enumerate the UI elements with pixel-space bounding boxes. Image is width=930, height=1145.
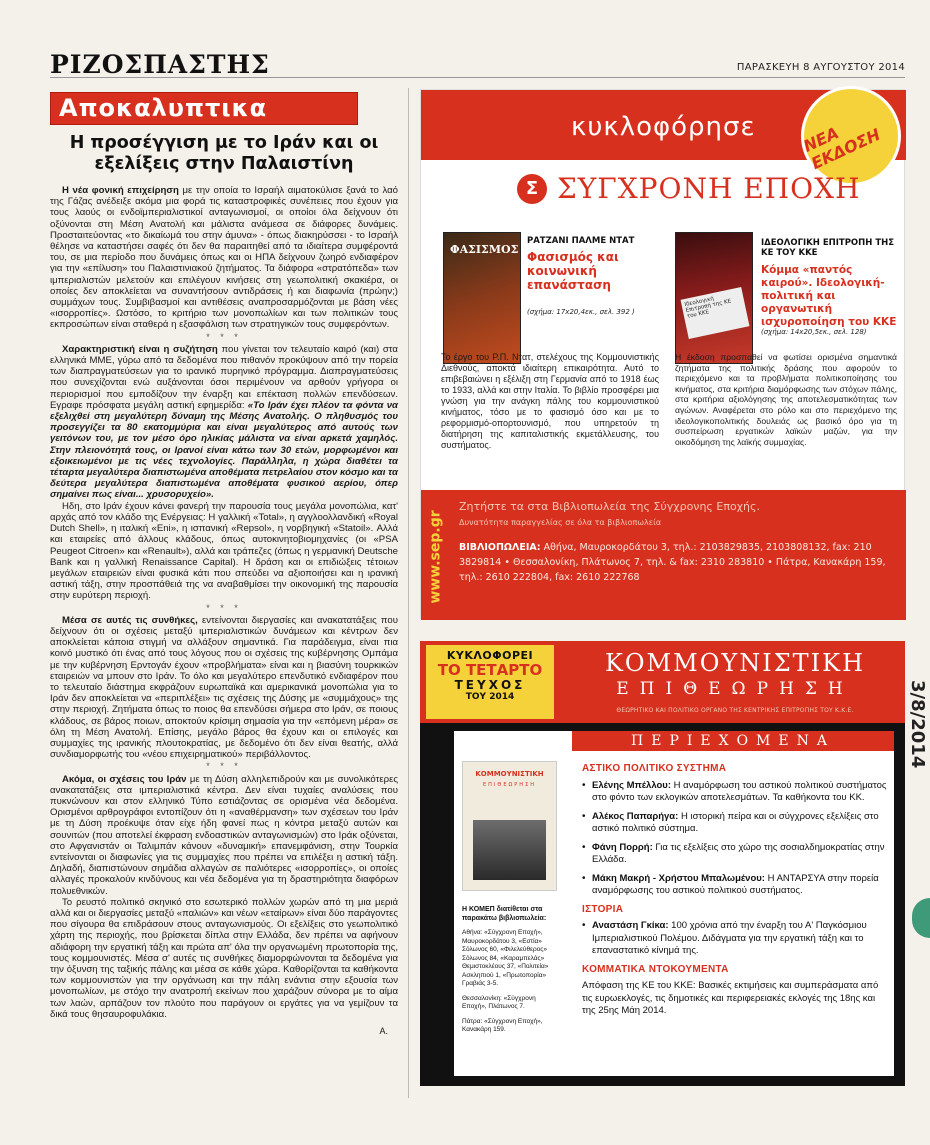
footer-note: Δυνατότητα παραγγελίας σε όλα τα βιβλιοπωλεία [459,518,662,527]
announce-line: ΚΥΚΛΟΦΟΡΕΙ [446,649,534,662]
distribution-heading: Η ΚΟΜΕΠ διατίθεται στα παρακάτω βιβλιοπωλεία: [462,906,547,922]
ad-header-text: κυκλοφόρησε [571,112,756,142]
masthead [50,50,905,78]
contents-heading: ΠΕΡΙΕΧΟΜΕΝΑ [572,731,894,751]
new-edition-badge [801,86,901,186]
book1-description: Το έργο του Ρ.Π. Ντατ, στελέχους της Κομμουνιστικής Διεθνούς, αποκτά ιδιαίτερη επικαιρότητα. Αυτό το επιβεβαιώνει η εξέλιξη στη Γερμανία από το 1918 έως το 1933, αλλά και στην Ιταλία. Το βιβλίο προσφέρει μια γνώση για την ανάγκη πάλης του κομμουνιστικού κινήματος, τόσο με το φασισμό όσο και με το ρεφορμισμό-οπορτουνισμό, που υπηρετούν τη διατήρηση της καπιταλιστικής εκμετάλλευσης, του συστήματος. [441,352,659,450]
magazine-title: ΚΟΜΜΟΥΝΙΣΤΙΚΗ [604,649,866,677]
article-paragraph [50,615,398,761]
contents-item [582,980,887,1018]
shops-label: ΒΙΒΛΙΟΠΩΛΕΙΑ: [459,542,541,553]
section-separator: * * * [206,331,242,342]
contents-author: Μάκη Μακρή - Χρήστου Μπαλωμένου: [592,872,765,884]
paragraph-text: εντείνονται διεργασίες και ανακατατάξεις που δείχνουν ότι οι σχέσεις μεταξύ ιμπεριαλιστικών δυνάμεων και κέντρων δεν αποκλείεται κάποια στιγμή να αλλάξουν σημαντικά. Για παράδειγμα, είναι πια κοινό μυστικό ότι ένας από τους λόγους που οι σχέσεις της κυβέρνησης Ομπάμα με την κυβέρνηση Ερντογάν έχουν «προβλήματα» είναι και η βιασύνη τουρκικών εταιρειών να μπουν στο Ιράν. Το όλο και μεγαλύτερο επενδυτικό ενδιαφέρον που το τελευταίο διάστημα εκφράζουν ευρωπαϊκά και αμερικανικά μονοπώλια για το Ιράν δεν αποκλείεται να «περιπλέξει» τις σχέσεις της Δύσης με «συμμάχους» της στην περιοχή. Ζητήματα όπως το ποιος θα επενδύσει σήμερα στο Ιράν, σε ποιους κλάδους, σε βάρος ποιων, αποκτούν κρίσιμη σημασία για την «επόμενη μέρα» σε όλη τη Μέση Ανατολή. Επίσης, μεγάλο βάρος θα έχουν και οι επιλογές και συμμαχίες της ιρανικής πλουτοκρατίας, με δεδομένο ότι δεν είναι θεατής, αλλά συνδιαμορφωτής του «νέου επιχειρηματικού» περιβάλλοντος. [50,614,398,761]
margin-date-stamp [907,680,928,790]
magazine-header [420,641,905,723]
bullet-icon: • [582,810,586,822]
lead-phrase: Η νέα φονική επιχείρηση [62,185,179,196]
paragraph-text: Ηδη, στο Ιράν έχουν κάνει φανερή την παρουσία τους μεγάλα μονοπώλια, κατ' αρχάς από τον κλάδο της Ενέργειας: Η γαλλική «Total», η αγγλοολλανδική «Royal Dutch Shell», η ιταλική «Eni», η ισπανική «Repsol», η νορβηγική «Statoil». Αλλά και εταιρείες από άλλους κλάδους, όπως αυτοκινητοβιομηχανίες (οι «PSA Peugeot Citroen» και «Renault»), αλλά και τράπεζες (όπως η γερμανική Deutsche Bank και η γαλλική Renaissance Capital). Η δράση και οι επιδιώξεις τέτοιων μεγάλων εταιρειών είναι φυσικά κάτι που σπεύδει να αξιοποιήσει και η ιρανική αστική τάξη, στην προσπάθειά της να αναβαθμίσει την οικονομική της παρουσία στην ευρύτερη περιοχή. [50,500,398,602]
book-cover-party [675,232,753,364]
contents-text: Για τις εξελίξεις στο χώρο της σοσιαλδημοκρατίας στην Ελλάδα. [592,841,885,865]
contents-item [582,780,887,805]
contents-text: Η αναμόρφωση του αστικού πολιτικού συστήματος στο φόντο των εκλογικών αποτελεσμάτων. Τα καθήκοντα του ΚΚ. [592,779,887,803]
book2-spec: (σχήμα: 14x20,5εκ., σελ. 128) [761,328,867,336]
column-divider [408,88,409,1098]
section-tag: Αποκαλυπτικα [50,92,358,125]
article-paragraph [50,344,398,501]
paragraph-text: με τη Δύση αλληλεπιδρούν και με συνολικότερες ανακατατάξεις στα ιμπεριαλιστικά κέντρα. Δεν είναι τυχαίες αναλύσεις που πυκνώνουν και στον ελληνικό Τύπο εστιάζοντας σε ορισμένα νέα δεδομένα. Ορισμένοι αρθρογράφοι εντοπίζουν ότι η «αναθέρμανση» των σχέσεων του Ιράν με τη Δύση προέκυψε όταν είχε ήδη φανεί πως η κόντρα μεταξύ αυτών και σουνιτών (που αποτελεί έκφραση ενδοαστικών ανταγωνισμών) στο Ιράκ οξύνεται, στο Αφγανιστάν οι Ταλιμπάν κάνουν «δυναμική» επανεμφάνιση, στην Τουρκία εντείνονται οι διαφωνίες για τις συμμαχίες που πρέπει να επιλέξει η αστική τάξη. Δηλαδή, διαπιστώνουν σημάδια αλλαγών σε παλιότερες «ισορροπίες», οι οποίες αλλαγές προκαλούν κινδύνους και νέα δεδομένα για τη δραστηριότητα διαφόρων πολυεθνικών. [50,773,398,897]
lead-phrase: Ακόμα, οι σχέσεις του Ιράν [62,773,187,785]
announce-line: ΤΕΥΧΟΣ [454,678,526,692]
publisher-logo-icon: Σ [517,174,547,204]
cover-title: ΚΟΜΜΟΥΝΙΣΤΙΚΗ [475,770,544,778]
section-separator: * * * [206,602,242,613]
distribution-thessaloniki: Θεσσαλονίκη: «Σύγχρονη Εποχή», Πλάτωνος 7. [462,994,536,1010]
publisher-brand [517,172,860,205]
contents-author: Αλέκος Παπαρήγα: [592,810,679,822]
contents-section-heading: ΙΣΤΟΡΙΑ [582,903,624,915]
contents-item [582,920,887,958]
cover-text: Ιδεολογική Επιτροπή της ΚΕ του ΚΚΕ [681,287,750,339]
bookstore-addresses [459,540,899,585]
article-paragraph [50,185,398,331]
page-edge-tab [912,898,930,938]
publisher-name: ΣΥΓΧΡΟΝΗ ΕΠΟΧΗ [557,172,861,205]
distribution-athens: Αθήνα: «Σύγχρονη Εποχή», Μαυροκορδάτου 3, «Εστία» Σόλωνος 60, «Φιλελεύθερος» Σόλωνος 84, «Καραμπελάς» Θεμιστοκλέους 37, «Πολιτεία» Ασκληπιού 1, «Πρωτοπορία» Γραβιάς 3-5. [462,929,549,987]
contents-text: Η ΑΝΤΑΡΣΥΑ στην πορεία αναμόρφωσης του αστικού πολιτικού συστήματος. [592,872,879,896]
magazine-content-panel [454,731,894,1076]
lead-phrase: Μέσα σε αυτές τις συνθήκες, [62,614,198,626]
cover-title: ΦΑΣΙΣΜΟΣ [450,243,519,256]
bullet-icon: • [582,841,586,853]
lead-phrase: Χαρακτηριστική είναι η συζήτηση [62,343,218,355]
badge-text: ΝΕΑ ΕΚΔΟΣΗ [800,123,884,174]
newspaper-logo: ΡΙΖΟΣΠΑΣΤΗΣ [50,50,270,79]
announce-line: ΤΟΥ 2014 [465,692,515,702]
contents-author: Αναστάση Γκίκα: [592,920,669,931]
contents-author: Φάνη Πορρή: [592,841,653,853]
magazine-advertisement [420,641,905,1086]
footer-headline: Ζητήστε τα στα Βιβλιοπωλεία της Σύγχρονης Εποχής. [459,500,760,513]
quote-text: «Το Ιράν έχει πλέον τα φόντα να εξελιχθεί στη μεγαλύτερη δύναμη της Μέσης Ανατολής. Ο πληθυσμός του προσεγγίζει τα 80 εκατομμύρια και είναι μεγαλύτερος από αυτούς των γειτόνων του, με τον μέσο όρο ηλικίας μάλιστα να είναι αρκετά χαμηλός. Στην πλειονότητά τους, οι Ιρανοί είναι κάτω των 30 ετών, μορφωμένοι και εξοικειωμένοι με τις νέες τεχνολογίες. Παράλληλα, η χώρα διαθέτει τα τέταρτα μεγαλύτερα διαπιστωμένα αποθέματα πετρελαίου στον κόσμο και τα δεύτερα μεγαλύτερα διαπιστωμένα αποθέματα φυσικού αερίου, όπερ σημαίνει πως είναι... χρυσορυχείο». [50,399,399,501]
book2-author: ΙΔΕΟΛΟΓΙΚΗ ΕΠΙΤΡΟΠΗ ΤΗΣ ΚΕ ΤΟΥ ΚΚΕ [761,238,895,258]
book1-spec: (σχήμα: 17x20,4εκ., σελ. 392 ) [527,308,635,316]
book2-title: Κόμμα «παντός καιρού». Ιδεολογική-πολιτική και οργανωτική ισχυροποίηση του ΚΚΕ [761,264,897,328]
magazine-cover [462,761,557,891]
contents-text: 100 χρόνια από την έναρξη του Α' Παγκόσμιου Ιμπεριαλιστικού Πολέμου. Διδάγματα για την εργατική τάξη και το επαναστατικό κίνημά της. [592,920,867,956]
shops-text: Αθήνα, Μαυροκορδάτου 3, τηλ.: 2103829835, 2103808132, fax: 210 3829814 • Θεσσαλονίκη, Πλάτωνος 7, τηλ. & fax: 2310 283810 • Πάτρα, Κανακάρη 159, τηλ.: 2610 222804, fax: 2610 222768 [459,542,886,583]
issue-date: ΠΑΡΑΣΚΕΥΗ 8 ΑΥΓΟΥΣΤΟΥ 2014 [736,62,905,73]
magazine-subtitle: ΕΠΙΘΕΩΡΗΣΗ [616,679,854,699]
book-cover-fascism [443,232,521,364]
contents-item [582,873,887,898]
website-url[interactable] [424,498,448,616]
cover-photo [473,820,546,880]
magazine-tagline: ΘΕΩΡΗΤΙΚΟ ΚΑΙ ΠΟΛΙΤΙΚΟ ΟΡΓΑΝΟ ΤΗΣ ΚΕΝΤΡΙΚΗΣ ΕΠΙΤΡΟΠΗΣ ΤΟΥ Κ.Κ.Ε. [616,707,854,714]
contents-text: Η ιστορική πείρα και οι σύγχρονες εξελίξεις στο αστικό πολιτικό σύστημα. [592,810,879,834]
article-column [50,92,398,1037]
paragraph-text: με την οποία το Ισραήλ αιματοκύλισε ξανά το λαό της Γάζας ανέδειξε ακόμα μια φορά τις καταστροφικές συνέπειες που έχουν για τους λαούς οι ενδοϊμπεριαλιστικοί ανταγωνισμοί, οι οποίοι όλα δείχνουν ότι οξύνονται στη Μέση Ανατολή και μάλιστα ανάμεσα σε διάφορες δυνάμεις. Προσταιτεύοντας «το δικαίωμά του στην άμυνα» - όπως διακηρύσσει - το Ισραήλ θέλησε να καταστήσει σαφές ότι δεν θα παραιτηθεί από τα ιδιαίτερα συμφέροντά του, σε μια περίοδο που δυνάμεις όπως και οι ΗΠΑ δείχνουν ζωηρό ενδιαφέρον για την «επίλυση» του Παλαιστινιακού ζητήματος. Τα διάφορα «στρατόπεδα» των ιμπεριαλιστών μελετούν και επιλέγουν κινήσεις στη γεωπολιτική σκακιέρα, οι οποίες δεν αποκλείεται να συναντήσουν αντιδράσεις ή και διαφωνία (πρώην;) συμμάχων τους. Συμβιβασμοί και αντιθέσεις αναπροσαρμόζονται με βάση νέες «ισορροπίες». Ωστόσο, το κριτήριο των μονοπωλίων και των πολιτικών τους εκπροσώπων είναι σταθερά η εξασφάλιση των στρατηγικών τους συμφερόντων. [50,185,399,331]
cover-subtitle: ΕΠΙΘΕΩΡΗΣΗ [482,782,536,788]
contents-item [582,842,887,867]
bullet-icon: • [582,872,586,884]
contents-item [582,811,887,836]
margin-text: 3/8/2014 [907,680,928,769]
section-separator: * * * [206,761,242,772]
url-text[interactable]: www.sep.gr [428,510,445,604]
contents-section-heading: ΑΣΤΙΚΟ ΠΟΛΙΤΙΚΟ ΣΥΣΤΗΜΑ [582,763,727,774]
paragraph-text: Το ρευστό πολιτικό σκηνικό στο εσωτερικό πολλών χωρών από τη μια μεριά αλλά και οι διεργασίες μεταξύ «παλιών» και νέων «εταίρων» είναι δύο παράγοντες που σίγουρα θα επιδράσουν στους ανταγωνισμούς. Οι εξελίξεις στο γεωπολιτικό χάρτη της περιοχής, που βρίσκεται δίπλα στην Ελλάδα, δεν πρέπει να αφήνουν αδιάφορη την εργατική τάξη και πρώτα απ' όλα την οργανωμένη πρωτοπορία της, τους κομμουνιστές. Μέσα σ' αυτές τις συνθήκες διαμορφώνονται τα δεδομένα για την όξυνση της ταξικής πάλης και μέσα σε κάθε χώρα. Καθορίζονται τα καθήκοντα των κομμουνιστών για την οργάνωση και την πάλη ενάντια στην εξουσία των μονοπωλίων, με στόχο την ανατροπή εκείνων που χαράζουν σύνορα με το αίμα των λαών, αρπάζουν τον πλούτο που παράγουν οι εργάτες για να γεμίζουν τα δικά τους θησαυροφυλάκια. [50,896,398,1020]
contents-section-heading: ΚΟΜΜΑΤΙΚΑ ΝΤΟΚΟΥΜΕΝΤΑ [582,963,729,975]
article-paragraph [50,897,398,1020]
bookstores-footer [421,490,906,620]
contents-text: Απόφαση της ΚΕ του ΚΚΕ: Βασικές εκτιμήσεις και συμπεράσματα από τις ευρωεκλογές, τις δημοτικές και περιφερειακές εκλογές της 18ης και της 25ης Μάη 2014. [582,980,879,1016]
contents-author: Ελένης Μπέλλου: [592,779,671,791]
article-headline: Η προσέγγιση με το Ιράν και οι εξελίξεις στην Παλαιστίνη [69,133,379,174]
book2-description: Η έκδοση προσπαθεί να φωτίσει ορισμένα σημαντικά ζητήματα της πολιτικής δράσης που αφορούν το περιεχόμενο και τα προβλήματα πολιτικοποίησης του κινήματος, στα κριτήρια διαμόρφωσης των στόχων πάλης, στα κριτήρια αξιολόγησης της αποτελεσματικότητας των αγώνων. Αναφέρεται στο ρόλο και στο περιεχόμενο της ιδεολογικοπολιτικής δουλειάς ως βασικό όρο για τη συσπείρωση εργατικών λαϊκών μαζών, για την οικοδόμηση της λαϊκής συμμαχίας. [675,352,897,447]
issue-announcement [426,645,554,719]
contents-list [582,759,887,1024]
distribution-patra: Πάτρα: «Σύγχρονη Εποχή», Κανακάρη 159. [462,1017,543,1033]
books-advertisement [420,89,905,619]
distribution-info [462,906,562,1041]
article-paragraph [50,774,398,897]
paragraph-text: που γίνεται τον τελευταίο καιρό (και) στα ελληνικά ΜΜΕ, γύρω από τα δεδομένα που πιθανόν προκύψουν από την πορεία των διαπραγματεύσεων για το ιρανικό πυρηνικό πρόγραμμα. Διαπραγματεύσεις που συνεχίζονται ενώ αυξάνονται όσοι περιμένουν να αρθούν γρήγορα οι περιορισμοί που εμποδίζουν την έναρξη και επέκταση πολλών επενδύσεων. Εγραφε πρόσφατα μεγάλη αστική εφημερίδα: [50,343,398,411]
book1-title: Φασισμός και κοινωνική επανάσταση [527,250,619,292]
bullet-icon: • [582,779,586,791]
bullet-icon: • [582,920,586,931]
announce-line: ΤΟ ΤΕΤΑΡΤΟ [437,661,543,679]
article-body [50,185,398,1037]
article-paragraph [50,501,398,602]
book1-author: ΡΑΤΖΑΝΙ ΠΑΛΜΕ ΝΤΑΤ [527,236,635,246]
author-signature: Α. [379,1026,388,1037]
